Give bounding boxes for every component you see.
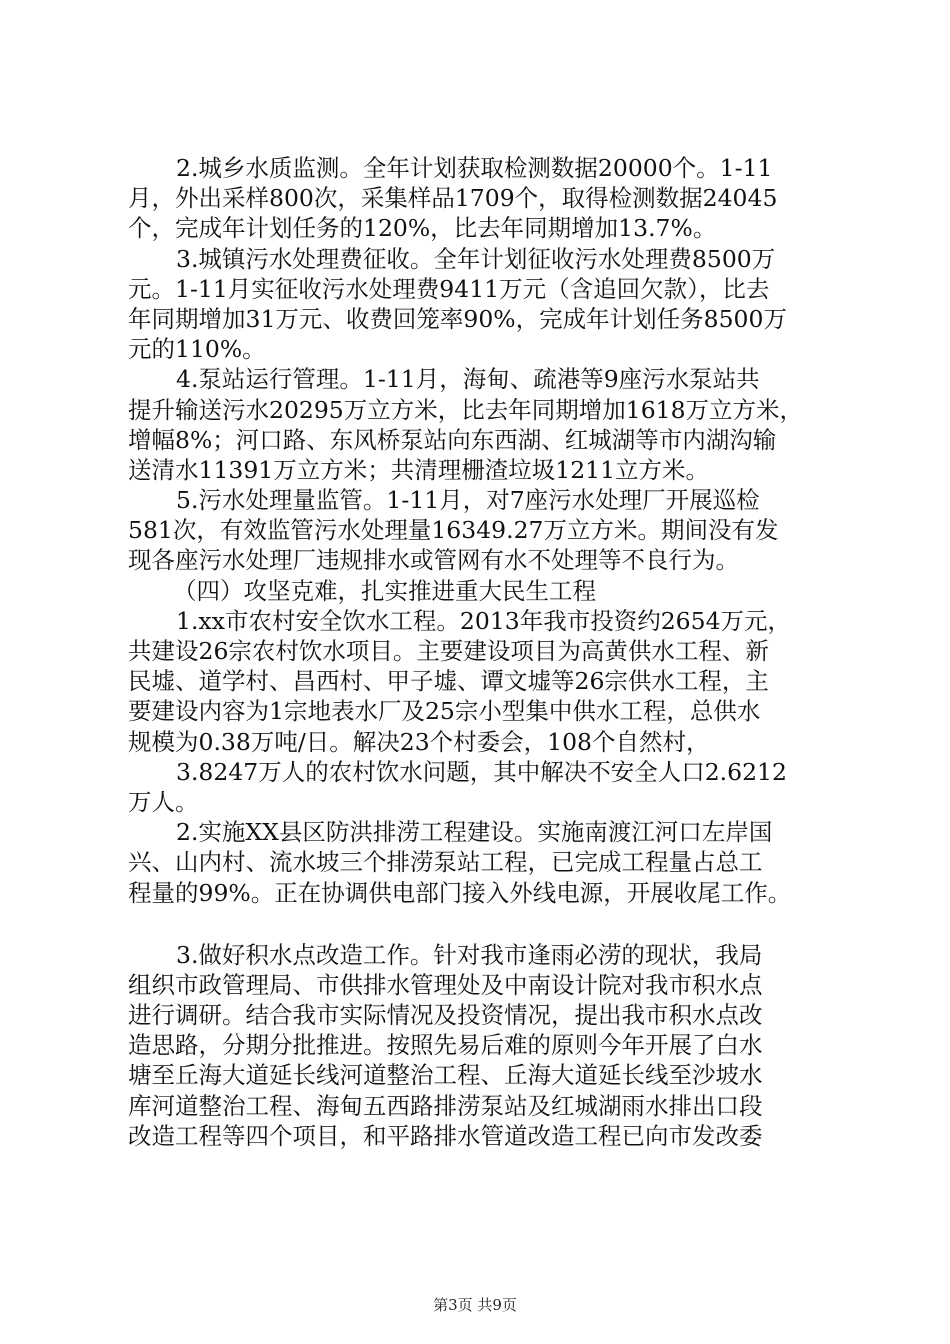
- paragraph-line: 组织市政管理局、市供排水管理处及中南设计院对我市积水点: [128, 970, 763, 999]
- paragraph-line: 元。1-11月实征收污水处理费9411万元（含追回欠款），比去: [128, 274, 770, 303]
- paragraph-line: 581次，有效监管污水处理量16349.27万立方米。期间没有发: [128, 516, 779, 545]
- paragraph-line: 3.做好积水点改造工作。针对我市逢雨必涝的现状，我局: [176, 940, 763, 969]
- paragraph-line: 造思路，分期分批推进。按照先易后难的原则今年开展了白水: [128, 1031, 763, 1060]
- paragraph-line: 万人。: [128, 787, 199, 816]
- paragraph-line: 增幅8%；河口路、东风桥泵站向东西湖、红城湖等市内湖沟输: [128, 425, 777, 454]
- paragraph-line: 个，完成年计划任务的120%，比去年同期增加13.7%。: [128, 214, 717, 243]
- paragraph-line: 送清水11391万立方米；共清理栅渣垃圾1211立方米。: [128, 455, 710, 484]
- paragraph-line: 改造工程等四个项目，和平路排水管道改造工程已向市发改委: [128, 1121, 763, 1150]
- paragraph-line: 月，外出采样800次，采集样品1709个，取得检测数据24045: [128, 184, 778, 213]
- paragraph-line: 兴、山内村、流水坡三个排涝泵站工程，已完成工程量占总工: [128, 848, 763, 877]
- paragraph-line: 2.城乡水质监测。全年计划获取检测数据20000个。1-11: [176, 154, 773, 182]
- paragraph-line: 提升输送污水20295万立方米，比去年同期增加1618万立方米，: [128, 395, 804, 424]
- paragraph-line: 规模为0.38万吨/日。解决23个村委会，108个自然村，: [128, 727, 710, 756]
- paragraph-line: 共建设26宗农村饮水项目。主要建设项目为高黄供水工程、新: [128, 637, 769, 665]
- page-number: 第3页 共9页: [433, 1296, 517, 1314]
- paragraph-line: 3.城镇污水处理费征收。全年计划征收污水处理费8500万: [176, 244, 776, 273]
- paragraph-line: 元的110%。: [128, 335, 266, 364]
- paragraph-line: 5.污水处理量监管。1-11月，对7座污水处理厂开展巡检: [176, 486, 760, 515]
- section-heading: （四）攻坚克难，扎实推进重大民生工程: [173, 576, 596, 605]
- document-body: [128, 153, 828, 1151]
- paragraph-line: 民墟、道学村、昌西村、甲子墟、谭文墟等26宗供水工程，主: [128, 667, 769, 696]
- paragraph-line: 塘至丘海大道延长线河道整治工程、丘海大道延长线至沙坡水: [128, 1061, 763, 1090]
- paragraph-line: 2.实施XX县区防洪排涝工程建设。实施南渡江河口左岸国: [176, 818, 773, 847]
- paragraph-line: 3.8247万人的农村饮水问题，其中解决不安全人口2.6212: [176, 757, 787, 786]
- paragraph-line: 程量的99%。正在协调供电部门接入外线电源，开展收尾工作。: [128, 878, 792, 907]
- paragraph-line: 4.泵站运行管理。1-11月，海甸、疏港等9座污水泵站共: [176, 365, 760, 394]
- page-footer: [0, 1296, 950, 1314]
- paragraph-line: 现各座污水处理厂违规排水或管网有水不处理等不良行为。: [128, 546, 739, 575]
- paragraph-line: 1.xx市农村安全饮水工程。2013年我市投资约2654万元，: [176, 606, 792, 635]
- paragraph-line: 库河道整治工程、海甸五西路排涝泵站及红城湖雨水排出口段: [128, 1091, 763, 1120]
- paragraph-line: 要建设内容为1宗地表水厂及25宗小型集中供水工程，总供水: [128, 697, 761, 726]
- paragraph-line: 进行调研。结合我市实际情况及投资情况，提出我市积水点改: [128, 1001, 763, 1030]
- paragraph-line: 年同期增加31万元、收费回笼率90%，完成年计划任务8500万: [128, 304, 787, 333]
